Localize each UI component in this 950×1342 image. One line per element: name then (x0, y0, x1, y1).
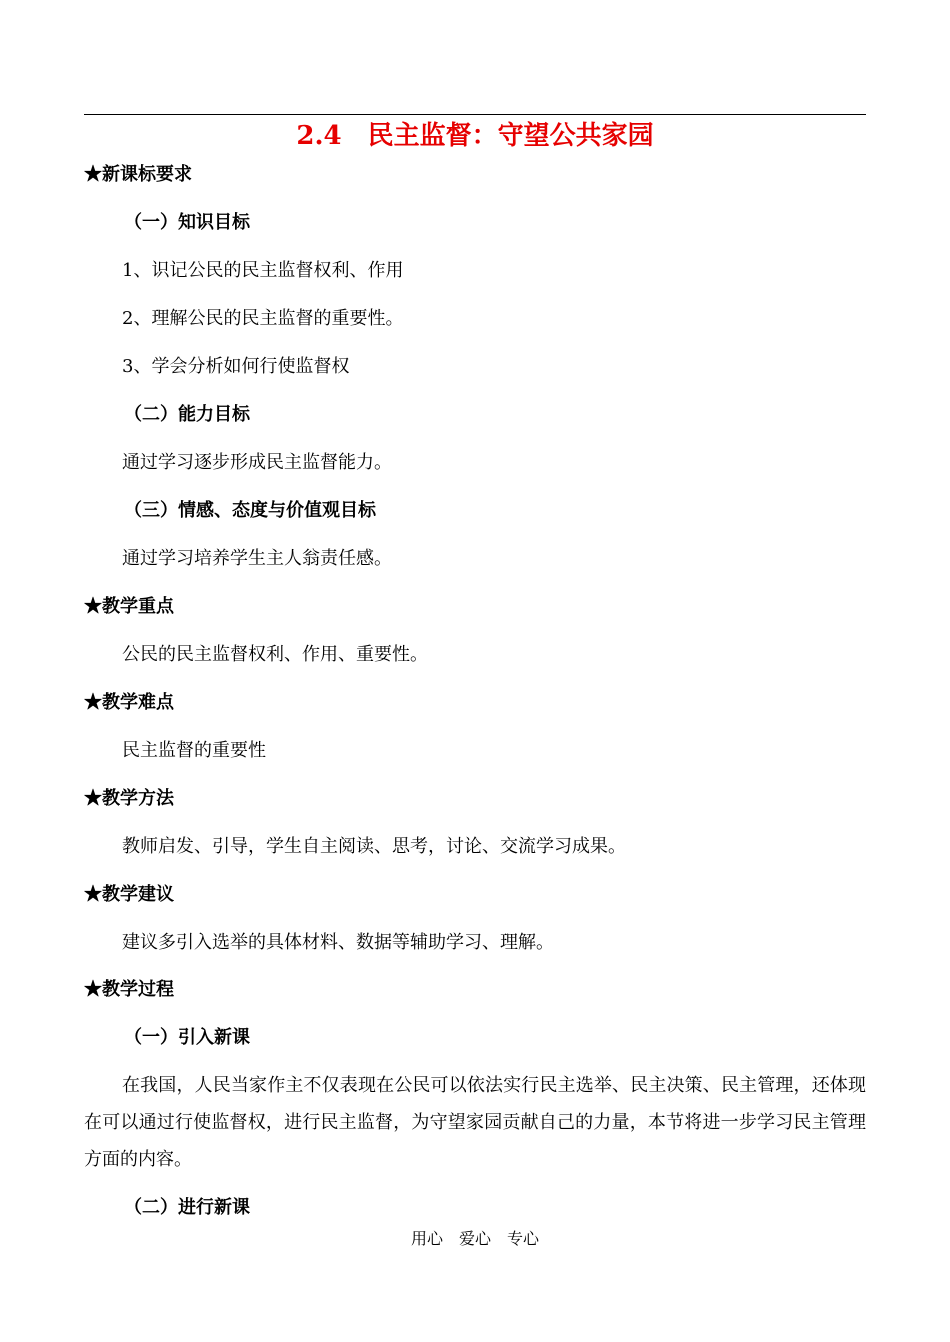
header-rule (84, 114, 866, 115)
difficult-points-text: 民主监督的重要性 (122, 740, 266, 761)
knowledge-item-2: 2、理解公民的民主监督的重要性。 (122, 308, 404, 329)
page-footer: 用心 爱心 专心 (410, 1229, 539, 1248)
key-points-text: 公民的民主监督权利、作用、重要性。 (122, 644, 428, 665)
subheading-intro: （一）引入新课 (124, 1027, 250, 1048)
heading-process: ★教学过程 (84, 979, 174, 1000)
heading-methods: ★教学方法 (84, 788, 174, 809)
heading-key-points: ★教学重点 (84, 596, 174, 617)
page-title: 2.4 民主监督：守望公共家园 (296, 121, 654, 151)
subheading-new-lesson: （二）进行新课 (124, 1197, 250, 1218)
intro-paragraph: 在我国，人民当家作主不仅表现在公民可以依法实行民主选举、民主决策、民主管理，还体现在可以通过行使监督权，进行民主监督，为守望家园贡献自己的力量，本节将进一步学习民主管理方面的内容。 (84, 1075, 866, 1170)
subheading-ability: （二）能力目标 (124, 404, 250, 425)
heading-standards: ★新课标要求 (84, 164, 192, 185)
heading-suggestions: ★教学建议 (84, 884, 174, 905)
knowledge-item-1: 1、识记公民的民主监督权利、作用 (122, 260, 404, 281)
ability-text: 通过学习逐步形成民主监督能力。 (122, 452, 392, 473)
suggestions-text: 建议多引入选举的具体材料、数据等辅助学习、理解。 (122, 932, 554, 953)
knowledge-item-3: 3、学会分析如何行使监督权 (122, 356, 350, 377)
methods-text: 教师启发、引导，学生自主阅读、思考，讨论、交流学习成果。 (122, 836, 626, 857)
subheading-emotion: （三）情感、态度与价值观目标 (124, 500, 376, 521)
subheading-knowledge: （一）知识目标 (124, 212, 250, 233)
emotion-text: 通过学习培养学生主人翁责任感。 (122, 548, 392, 569)
heading-difficult-points: ★教学难点 (84, 692, 174, 713)
